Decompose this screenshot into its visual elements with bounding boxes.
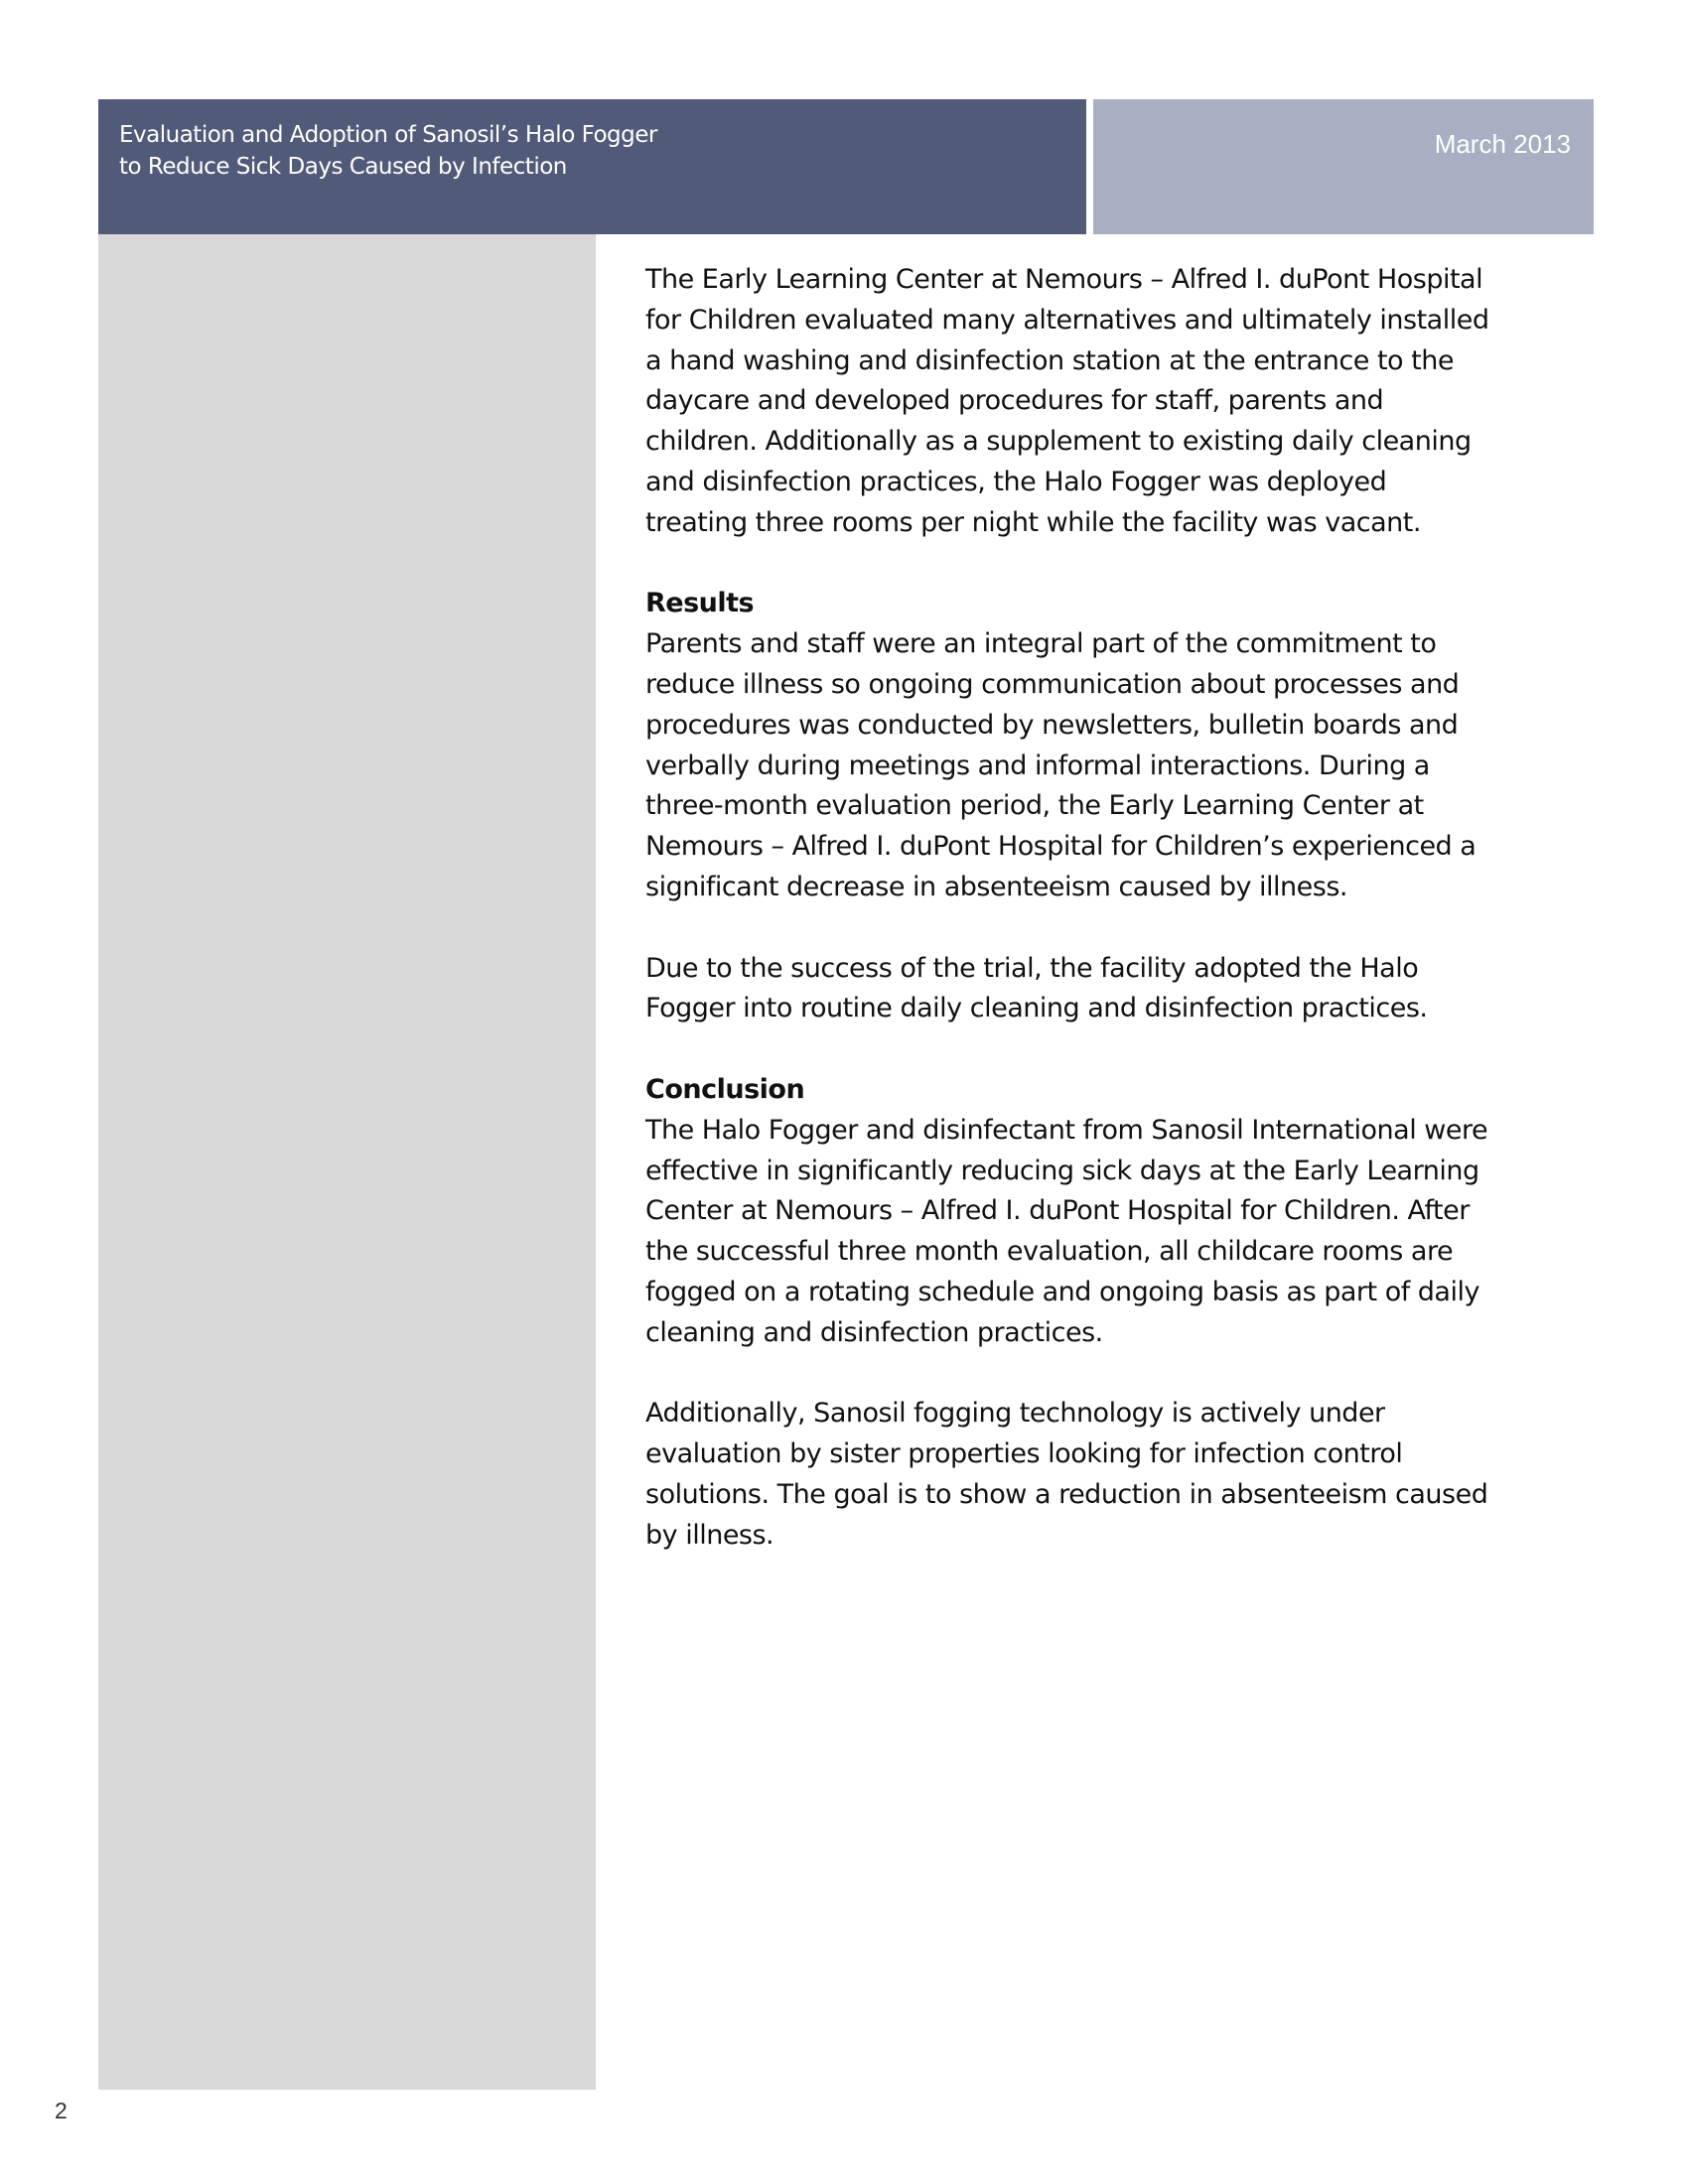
results-line: significant decrease in absenteeism caused by illness. <box>645 871 1347 902</box>
intro-line: for Children evaluated many alternatives and ultimately installed <box>645 304 1489 336</box>
document-body <box>645 260 1539 1596</box>
results-line: verbally during meetings and informal interactions. During a <box>645 750 1430 781</box>
conclusion-line: by illness. <box>645 1519 774 1551</box>
conclusion-line: Center at Nemours – Alfred I. duPont Hospital for Children. After <box>645 1195 1470 1227</box>
results-line: reduce illness so ongoing communication about processes and <box>645 668 1460 700</box>
intro-line: a hand washing and disinfection station at the entrance to the <box>645 344 1454 376</box>
intro-line: treating three rooms per night while the facility was vacant. <box>645 506 1421 538</box>
results-line: Nemours – Alfred I. duPont Hospital for Children’s experienced a <box>645 831 1477 863</box>
intro-line: The Early Learning Center at Nemours – Alfred I. duPont Hospital <box>645 264 1483 295</box>
header-date: March 2013 <box>1434 129 1571 159</box>
conclusion-line: cleaning and disinfection practices. <box>645 1316 1103 1348</box>
intro-line: children. Additionally as a supplement to existing daily cleaning <box>645 426 1472 458</box>
conclusion-heading: Conclusion <box>645 1073 805 1105</box>
conclusion-line: Additionally, Sanosil fogging technology is actively under <box>645 1398 1385 1430</box>
header-date-banner <box>1093 99 1594 234</box>
results-section <box>645 584 1539 907</box>
results-line: procedures was conducted by newsletters, bulletin boards and <box>645 709 1459 741</box>
header-title-banner <box>98 99 1086 234</box>
results-heading: Results <box>645 588 755 619</box>
conclusion-line: the successful three month evaluation, all childcare rooms are <box>645 1236 1454 1268</box>
results-line: Parents and staff were an integral part of the commitment to <box>645 628 1437 660</box>
page-number: 2 <box>55 2098 68 2123</box>
conclusion-line: fogged on a rotating schedule and ongoing basis as part of daily <box>645 1276 1479 1307</box>
header-title-line-2: to Reduce Sick Days Caused by Infection <box>119 154 567 180</box>
intro-line: daycare and developed procedures for staff, parents and <box>645 385 1384 417</box>
conclusion-section <box>645 1070 1539 1354</box>
conclusion-line: effective in significantly reducing sick days at the Early Learning <box>645 1155 1479 1186</box>
header-title-line-1: Evaluation and Adoption of Sanosil’s Halo Fogger <box>119 122 657 148</box>
conclusion-paragraph-2 <box>645 1394 1539 1556</box>
results-line: Due to the success of the trial, the facility adopted the Halo <box>645 952 1419 984</box>
results-line: three-month evaluation period, the Early Learning Center at <box>645 790 1424 822</box>
results-paragraph-2 <box>645 949 1539 1030</box>
conclusion-line: The Halo Fogger and disinfectant from Sanosil International were <box>645 1114 1488 1146</box>
sidebar-panel <box>98 234 596 2090</box>
results-line: Fogger into routine daily cleaning and disinfection practices. <box>645 993 1428 1024</box>
intro-line: and disinfection practices, the Halo Fogger was deployed <box>645 466 1387 497</box>
conclusion-line: evaluation by sister properties looking for infection control <box>645 1438 1403 1470</box>
conclusion-line: solutions. The goal is to show a reduction in absenteeism caused <box>645 1478 1488 1510</box>
intro-paragraph <box>645 260 1539 544</box>
